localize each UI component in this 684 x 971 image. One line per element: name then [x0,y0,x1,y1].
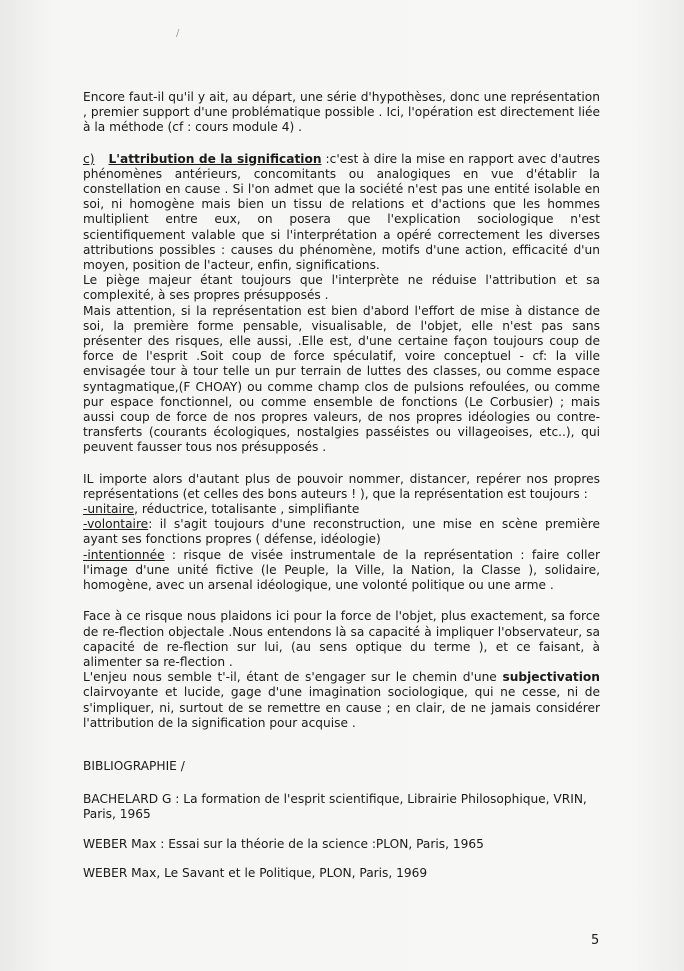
trap-paragraph: Le piège majeur étant toujours que l'interprète ne réduise l'attribution et sa complexité, à ses propres présupposés . [83,273,600,303]
list-desc: , réductrice, totalisante , simplifiante [134,502,360,517]
stake-paragraph [83,670,600,731]
list-term: -intentionnée [83,547,165,562]
attention-paragraph: Mais attention, si la représentation est bien d'abord l'effort de mise à distance de soi, la première forme pensable, visualisable, de l'objet, elle n'est pas sans présenter des risques, elle aussi, .Elle est, d'une certaine façon toujours coup de force de l'esprit .Soit coup de force spéculatif, voire conceptuel - cf: la ville envisagée tour à tour telle un pur terrain de luttes des classes, ou comme espace syntagmatique,(F CHOAY) ou comme champ clos de pulsions refoulées, ou comme pur espace fonctionnel, ou comme ensemble de fonctions (Le Corbusier) ; mais aussi coup de force de nos propres valeurs, de nos propres idéologies ou contre-transferts (courants écologiques, nostalgies passéistes ou villageoises, etc..), qui peuvent fausser tous nos présupposés . [83,303,600,455]
list-desc: : il s'agit toujours d'une reconstruction, une mise en scène première ayant ses fonctions propres ( défense, idéologie) [83,517,600,547]
bibliography-entry: WEBER Max : Essai sur la théorie de la science :PLON, Paris, 1965 [83,836,484,851]
stake-end: clairvoyante et lucide, gage d'une imagination sociologique, qui ne cesse, ni de s'impliquer, ni, surtout de se remettre en cause ; en clair, de ne jamais considérer l'attribution de la signification pour acquise . [83,685,600,730]
list-item [83,502,600,517]
page-body [83,90,600,895]
list-item [83,548,600,594]
bibliography-entry: BACHELARD G : La formation de l'esprit scientifique, Librairie Philosophique, VRIN, Paris, 1965 [83,792,587,822]
bibliography-entry: WEBER Max, Le Savant et le Politique, PLON, Paris, 1969 [83,865,428,880]
list-item [83,517,600,547]
page-number: 5 [591,933,600,948]
intro-section [83,90,600,136]
stake-bold-term: subjectivation [502,670,600,685]
attribution-section [83,152,600,456]
attribution-paragraph [83,152,600,274]
conclusion-paragraph: Face à ce risque nous plaidons ici pour la force de l'objet, plus exactement, sa force de re-flection objectale .Nous entendons là sa capacité à impliquer l'observateur, sa capacité de re-flection sur lui, (au sens optique du terme ), et ce faisant, à alimenter sa re-flection . [83,609,600,669]
stake-start: L'enjeu nous semble t'-il, étant de s'engager sur le chemin d'une [83,670,503,685]
scan-artifact: / [176,28,180,39]
representation-intro: IL importe alors d'autant plus de pouvoir nommer, distancer, repérer nos propres représentations (et celles des bons auteurs ! ), que la représentation est toujours : [83,471,600,501]
representation-section [83,472,600,594]
list-term: -volontaire [83,517,149,532]
conclusion-section [83,609,600,731]
bibliography-title: BIBLIOGRAPHIE / [83,758,185,773]
list-term: -unitaire [83,502,135,517]
section-heading-tail: :c'est à dire la mise en rapport avec d'autres phénomènes antérieurs, concomitants ou analogiques en vue d'établir la constellation en cause . Si l'on admet que la société n'est pas une entité isolable en soi, ni homogène mais bien un tissu de relations et d'actions que les hommes multiplient entre eux, on posera que l'explication sociologique n'est scientifiquement valable que si l'interprétation a opéré correctement les diverses attributions possibles : causes du phénomène, motifs d'une action, efficacité d'un moyen, position de l'acteur, enfin, significations. [83,151,600,273]
section-heading: L'attribution de la signification [108,151,322,166]
bibliography-section [83,759,600,881]
section-label: c) [83,151,95,166]
intro-paragraph: Encore faut-il qu'il y ait, au départ, une série d'hypothèses, donc une représentation , premier support d'une problématique possible . Ici, l'opération est directement liée à la méthode (cf : cours module 4) . [83,90,600,135]
list-desc: : risque de visée instrumentale de la représentation : faire coller l'image d'une unité fictive (le Peuple, la Ville, la Nation, la Classe ), solidaire, homogène, avec un arsenal idéologique, une volonté politique ou une arme . [83,547,600,593]
